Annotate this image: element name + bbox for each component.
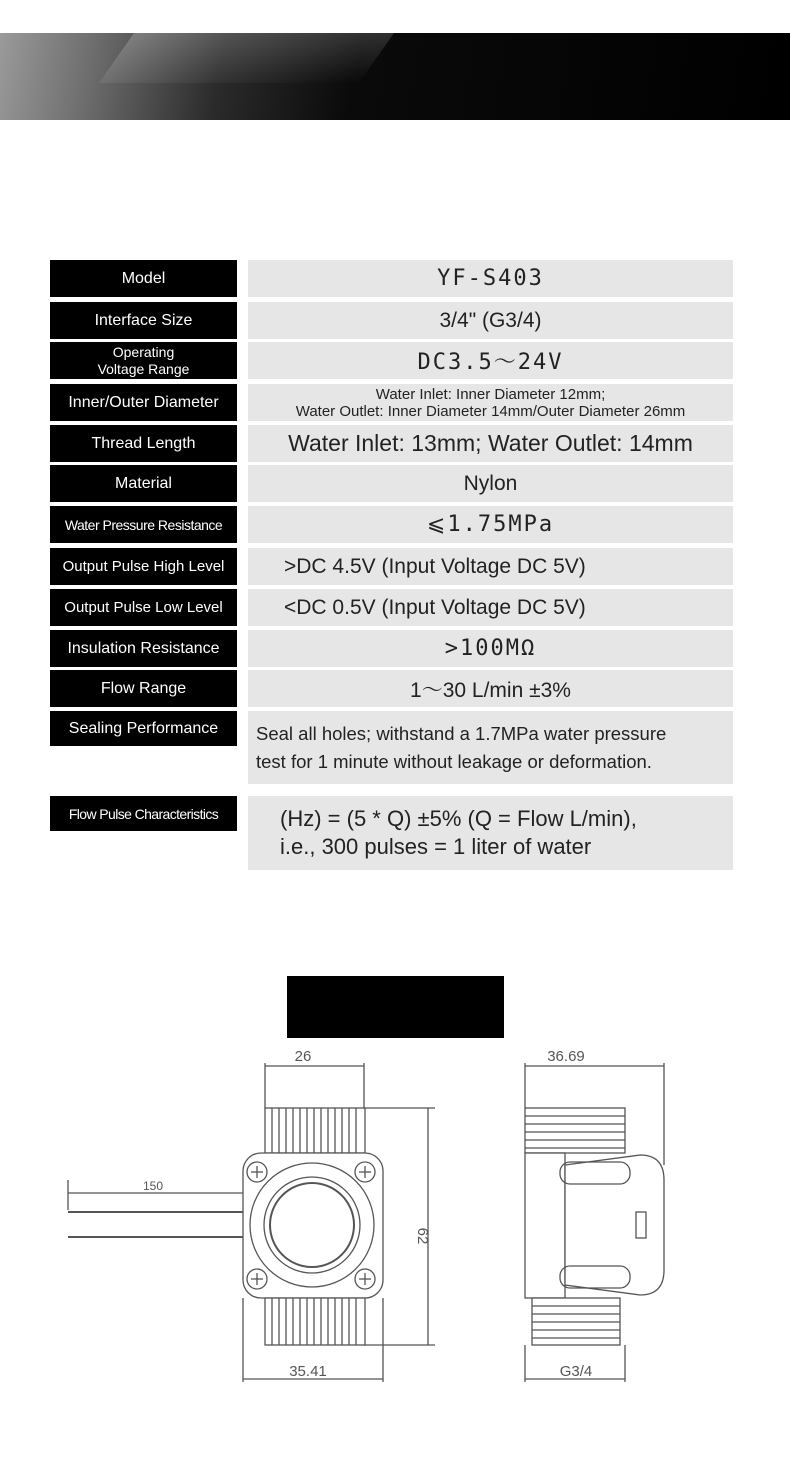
spec-value-text: 3/4" (G3/4) bbox=[439, 308, 542, 332]
spec-label-text: Flow Pulse Characteristics bbox=[68, 805, 219, 822]
dim-label-top-side: 36.69 bbox=[547, 1048, 585, 1065]
spec-value-line: i.e., 300 pulses = 1 liter of water bbox=[280, 834, 592, 859]
spec-value-text: Nylon bbox=[463, 471, 518, 495]
front-top-thread bbox=[265, 1108, 365, 1153]
spec-value-line: Seal all holes; withstand a 1.7MPa water pressure bbox=[256, 722, 667, 744]
dim-label-height: 62 bbox=[414, 1227, 431, 1245]
spec-value-line: Water Outlet: Inner Diameter 14mm/Outer Diameter 26mm bbox=[295, 402, 686, 420]
front-bottom-thread bbox=[265, 1298, 365, 1345]
side-body bbox=[525, 1153, 565, 1298]
spec-value-line: test for 1 minute without leakage or deformation. bbox=[256, 750, 652, 772]
side-top-thread bbox=[525, 1108, 625, 1153]
spec-label-text: Flow Range bbox=[100, 679, 187, 697]
spec-label-text: Thread Length bbox=[91, 434, 196, 452]
spec-value-text: DC3.5～24V bbox=[417, 350, 564, 375]
spec-label-text: Sealing Performance bbox=[68, 719, 219, 737]
spec-value-text: 1～30 L/min ±3% bbox=[410, 678, 571, 702]
spec-value-text: >100MΩ bbox=[444, 636, 537, 661]
dim-label-thread: G3/4 bbox=[559, 1363, 593, 1380]
dim-label-bottom-front: 35.41 bbox=[289, 1363, 327, 1380]
spec-label-text: Material bbox=[115, 474, 172, 492]
spec-label-line: Operating bbox=[112, 343, 175, 360]
spec-label-text: Interface Size bbox=[94, 311, 193, 329]
side-sensor-housing bbox=[565, 1155, 664, 1295]
spec-label-text: Insulation Resistance bbox=[67, 639, 220, 657]
spec-label-text: Model bbox=[121, 269, 166, 287]
spec-label-text: Inner/Outer Diameter bbox=[68, 393, 219, 411]
spec-value-text: <DC 0.5V (Input Voltage DC 5V) bbox=[284, 595, 586, 619]
spec-label-text: Output Pulse High Level bbox=[62, 557, 225, 575]
spec-label-line: Voltage Range bbox=[97, 360, 190, 377]
spec-value-text: >DC 4.5V (Input Voltage DC 5V) bbox=[284, 554, 586, 578]
spec-label-text: Output Pulse Low Level bbox=[64, 598, 223, 616]
spec-value-line: (Hz) = (5 * Q) ±5% (Q = Flow L/min), bbox=[280, 806, 637, 831]
spec-value-text: Water Inlet: 13mm; Water Outlet: 14mm bbox=[288, 430, 693, 456]
spec-value-text: ⩽1.75MPa bbox=[426, 512, 555, 537]
spec-value-line: Water Inlet: Inner Diameter 12mm; bbox=[375, 385, 606, 403]
spec-value-text: YF-S403 bbox=[437, 266, 544, 291]
dim-label-cable: 150 bbox=[142, 1179, 164, 1193]
spec-label-text: Water Pressure Resistance bbox=[64, 516, 223, 533]
dim-label-top-front: 26 bbox=[294, 1048, 312, 1065]
